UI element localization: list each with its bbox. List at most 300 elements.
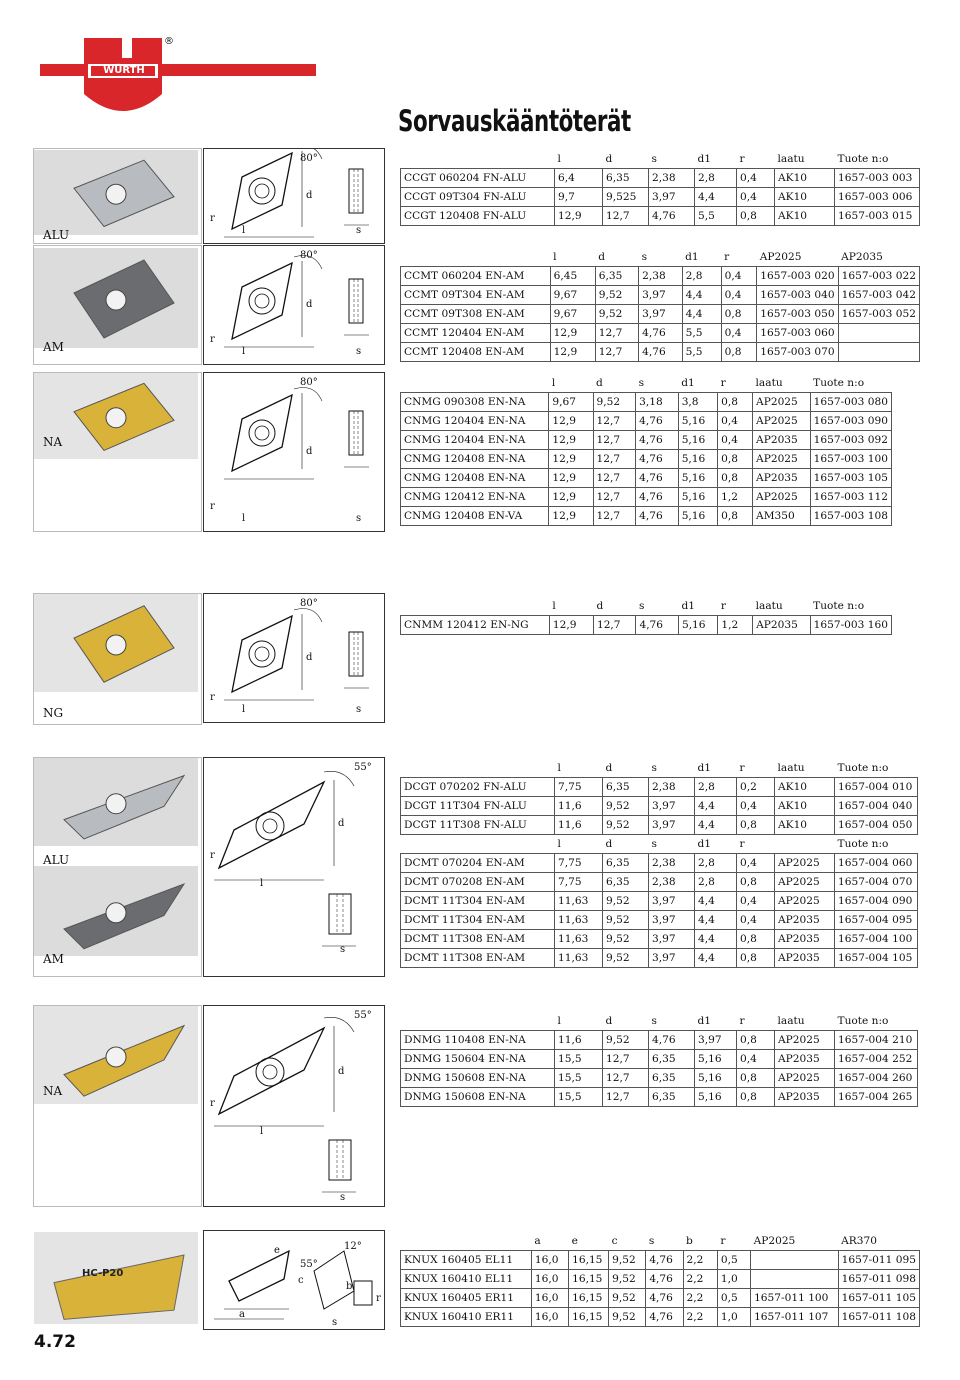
- table-cell: 1657-004 095: [835, 911, 918, 930]
- product-code-cell: KNUX 160410 EL11: [401, 1270, 532, 1289]
- column-header: d1: [678, 374, 717, 393]
- table-cell: 3,97: [639, 305, 682, 324]
- wurth-logo-mark: [40, 36, 330, 122]
- table-cell: AP2035: [775, 930, 835, 949]
- table-cell: 11,6: [555, 797, 603, 816]
- table-cell: 12,9: [549, 616, 593, 635]
- column-header: c: [609, 1232, 646, 1251]
- table-cell: 6,35: [649, 1050, 695, 1069]
- table-cell: AP2025: [775, 1069, 835, 1088]
- table-cell: AP2035: [753, 469, 811, 488]
- table-cell: 16,0: [531, 1270, 568, 1289]
- table-cell: 1657-004 265: [835, 1088, 918, 1107]
- table-cell: 11,63: [555, 892, 603, 911]
- column-header: l: [550, 248, 595, 267]
- product-code-cell: CNMG 120404 EN-NA: [401, 412, 549, 431]
- column-header: Tuote n:o: [810, 597, 891, 616]
- technical-drawing: [203, 372, 385, 532]
- product-code-cell: CNMG 090308 EN-NA: [401, 393, 549, 412]
- column-header: [401, 150, 555, 169]
- table-cell: 9,7: [555, 188, 603, 207]
- table-row: [401, 616, 892, 635]
- material-label: NA: [43, 1084, 63, 1098]
- table-cell: 12,9: [549, 450, 593, 469]
- insert-outline: [232, 616, 292, 692]
- drawing-label-r: r: [210, 850, 215, 861]
- column-header: [775, 835, 835, 854]
- drawing-label-d: d: [306, 446, 313, 457]
- drawing-label-e: e: [274, 1245, 280, 1256]
- column-header: laatu: [775, 150, 835, 169]
- insert-outline: [219, 1028, 324, 1114]
- product-code-cell: KNUX 160410 ER11: [401, 1308, 532, 1327]
- material-label: AM: [43, 340, 64, 354]
- spec-table: [400, 759, 918, 835]
- table-cell: 9,52: [603, 930, 649, 949]
- table-cell: 4,76: [636, 507, 679, 526]
- table-cell: 11,63: [555, 949, 603, 968]
- table-cell: 4,4: [695, 911, 737, 930]
- table-cell: 1657-003 020: [757, 267, 838, 286]
- column-header: l: [549, 374, 593, 393]
- table-cell: 16,15: [569, 1270, 609, 1289]
- product-code-cell: CCMT 060204 EN-AM: [401, 267, 551, 286]
- product-code-cell: CCMT 09T304 EN-AM: [401, 286, 551, 305]
- material-label: AM: [43, 952, 64, 966]
- column-header: laatu: [775, 759, 835, 778]
- table-row: [401, 949, 918, 968]
- table-row: [401, 1289, 920, 1308]
- table-cell: 5,16: [678, 412, 717, 431]
- table-cell: 0,4: [737, 854, 775, 873]
- table-cell: 4,4: [695, 188, 737, 207]
- table-row: [401, 507, 892, 526]
- drawing-label-s: s: [356, 513, 362, 524]
- drawing-label-l: l: [260, 878, 264, 889]
- table-cell: 1657-004 105: [835, 949, 918, 968]
- table-cell: 1657-011 107: [751, 1308, 839, 1327]
- table-cell: 1657-003 070: [757, 343, 838, 362]
- spec-table: [400, 1012, 918, 1107]
- table-cell: 1657-003 052: [838, 305, 919, 324]
- table-cell: 12,9: [549, 431, 593, 450]
- table-cell: 9,52: [609, 1308, 646, 1327]
- table-cell: 1657-003 022: [838, 267, 919, 286]
- table-row: [401, 797, 918, 816]
- product-code-cell: DCGT 11T308 FN-ALU: [401, 816, 555, 835]
- table-cell: 15,5: [555, 1088, 603, 1107]
- column-header: d: [593, 374, 636, 393]
- table-row: [401, 267, 920, 286]
- drawing-label-l: l: [242, 513, 246, 524]
- table-cell: 4,76: [646, 1270, 683, 1289]
- drawing-label-r: r: [210, 334, 215, 345]
- product-code-cell: KNUX 160405 ER11: [401, 1289, 532, 1308]
- drawing-label-r: r: [376, 1293, 381, 1304]
- table-row: [401, 778, 918, 797]
- table-cell: 1657-004 090: [835, 892, 918, 911]
- table-cell: 5,5: [682, 343, 721, 362]
- table-cell: 11,6: [555, 816, 603, 835]
- table-cell: 16,15: [569, 1251, 609, 1270]
- table-cell: 12,7: [603, 207, 649, 226]
- column-header: s: [636, 374, 679, 393]
- table-cell: 0,8: [737, 207, 775, 226]
- column-header: d: [603, 1012, 649, 1031]
- column-header: Tuote n:o: [835, 835, 918, 854]
- table-header-row: [401, 835, 918, 854]
- table-cell: 0,5: [717, 1251, 750, 1270]
- drawing-angle: 80°: [300, 598, 318, 609]
- table-cell: 0,4: [721, 267, 757, 286]
- table-cell: 1657-003 040: [757, 286, 838, 305]
- column-header: s: [639, 248, 682, 267]
- table-cell: 9,525: [603, 188, 649, 207]
- column-header: laatu: [775, 1012, 835, 1031]
- page-title: Sorvauskääntöterät: [398, 104, 631, 138]
- column-header: r: [718, 597, 753, 616]
- table-cell: 3,97: [649, 930, 695, 949]
- product-code-cell: DCGT 070202 FN-ALU: [401, 778, 555, 797]
- table-cell: 9,52: [609, 1270, 646, 1289]
- column-header: d: [603, 835, 649, 854]
- table-cell: 0,8: [737, 816, 775, 835]
- table-cell: 15,5: [555, 1050, 603, 1069]
- table-cell: [838, 343, 919, 362]
- table-cell: 0,4: [737, 169, 775, 188]
- table-cell: AK10: [775, 816, 835, 835]
- table-cell: 0,4: [737, 1050, 775, 1069]
- column-header: [401, 1232, 532, 1251]
- drawing-label-d: d: [306, 299, 313, 310]
- table-cell: 2,38: [649, 169, 695, 188]
- product-code-cell: DCMT 11T308 EN-AM: [401, 949, 555, 968]
- product-code-cell: DCGT 11T304 FN-ALU: [401, 797, 555, 816]
- table-cell: 6,35: [603, 873, 649, 892]
- table-row: [401, 169, 920, 188]
- technical-drawing: [203, 148, 385, 244]
- spec-table: [400, 374, 892, 526]
- table-row: [401, 1251, 920, 1270]
- column-header: s: [636, 597, 679, 616]
- column-header: AP2035: [838, 248, 919, 267]
- logo-wordmark: WÜRTH: [103, 65, 145, 76]
- table-cell: 3,97: [639, 286, 682, 305]
- table-cell: 0,4: [737, 188, 775, 207]
- table-cell: 1657-011 108: [838, 1308, 919, 1327]
- table-cell: AP2035: [753, 431, 811, 450]
- table-cell: 0,4: [718, 412, 753, 431]
- table-row: [401, 286, 920, 305]
- table-cell: 1657-003 060: [757, 324, 838, 343]
- column-header: [401, 248, 551, 267]
- table-cell: 9,67: [549, 393, 593, 412]
- table-cell: 9,52: [603, 797, 649, 816]
- column-header: s: [649, 1012, 695, 1031]
- column-header: d1: [695, 759, 737, 778]
- table-row: [401, 1069, 918, 1088]
- table-cell: AP2035: [753, 616, 811, 635]
- table-cell: AP2035: [775, 1050, 835, 1069]
- table-cell: 3,97: [649, 188, 695, 207]
- drawing-label-d: d: [306, 190, 313, 201]
- column-header: d: [595, 248, 638, 267]
- table-cell: 6,35: [649, 1069, 695, 1088]
- column-header: [401, 1012, 555, 1031]
- table-cell: [751, 1251, 839, 1270]
- material-label: NG: [43, 706, 64, 720]
- table-cell: 0,8: [718, 469, 753, 488]
- column-header: l: [549, 597, 593, 616]
- product-code-cell: CNMG 120408 EN-VA: [401, 507, 549, 526]
- insert-photo: [34, 248, 198, 348]
- table-cell: 4,76: [636, 412, 679, 431]
- column-header: r: [737, 835, 775, 854]
- drawing-label-l: l: [242, 225, 246, 236]
- column-header: [401, 835, 555, 854]
- table-cell: 4,4: [695, 949, 737, 968]
- table-cell: 12,9: [555, 207, 603, 226]
- insert-outline: [232, 153, 292, 229]
- table-cell: 1657-011 105: [838, 1289, 919, 1308]
- table-cell: 9,52: [609, 1251, 646, 1270]
- table-cell: AP2025: [753, 412, 811, 431]
- table-cell: 4,4: [695, 892, 737, 911]
- table-cell: 4,76: [636, 431, 679, 450]
- table-cell: 16,0: [531, 1289, 568, 1308]
- table-cell: 4,76: [646, 1251, 683, 1270]
- table-cell: 4,76: [649, 1031, 695, 1050]
- table-cell: 12,7: [603, 1050, 649, 1069]
- table-cell: 1657-004 050: [835, 816, 918, 835]
- table-row: [401, 188, 920, 207]
- insert-outline: [232, 395, 292, 471]
- table-cell: 9,52: [603, 911, 649, 930]
- drawing-label-r: r: [210, 213, 215, 224]
- table-cell: 2,2: [683, 1308, 717, 1327]
- table-cell: 4,76: [636, 488, 679, 507]
- table-cell: 4,76: [649, 207, 695, 226]
- table-cell: 3,97: [695, 1031, 737, 1050]
- table-cell: 12,7: [595, 343, 638, 362]
- table-cell: 1657-003 003: [835, 169, 920, 188]
- product-code-cell: DNMG 150608 EN-NA: [401, 1069, 555, 1088]
- table-cell: 1657-004 070: [835, 873, 918, 892]
- table-cell: 1657-004 010: [835, 778, 918, 797]
- column-header: l: [555, 1012, 603, 1031]
- table-cell: 12,9: [549, 469, 593, 488]
- table-header-row: [401, 1232, 920, 1251]
- column-header: Tuote n:o: [810, 374, 891, 393]
- table-cell: 9,52: [595, 286, 638, 305]
- table-cell: 5,5: [682, 324, 721, 343]
- column-header: a: [531, 1232, 568, 1251]
- table-row: [401, 930, 918, 949]
- table-cell: 11,6: [555, 1031, 603, 1050]
- table-cell: 0,8: [737, 949, 775, 968]
- technical-drawing: [203, 1005, 385, 1207]
- column-header: Tuote n:o: [835, 759, 918, 778]
- table-row: [401, 305, 920, 324]
- insert-photo: [34, 866, 198, 956]
- column-header: r: [718, 374, 753, 393]
- drawing-angle: 80°: [300, 377, 318, 388]
- table-cell: 1657-003 050: [757, 305, 838, 324]
- table-cell: 4,76: [639, 324, 682, 343]
- drawing-label-c: c: [298, 1275, 304, 1286]
- table-cell: 4,76: [636, 469, 679, 488]
- table-cell: 1657-004 040: [835, 797, 918, 816]
- table-cell: 1657-003 112: [810, 488, 891, 507]
- table-cell: 4,4: [695, 930, 737, 949]
- table-header-row: [401, 759, 918, 778]
- spec-table: [400, 1232, 920, 1327]
- table-cell: 1657-003 015: [835, 207, 920, 226]
- table-cell: 0,8: [721, 305, 757, 324]
- table-cell: 2,2: [683, 1270, 717, 1289]
- drawing-label-s: s: [332, 1317, 338, 1328]
- table-cell: 7,75: [555, 873, 603, 892]
- drawing-angle-55: 55°: [300, 1259, 318, 1270]
- table-cell: 16,15: [569, 1308, 609, 1327]
- product-code-cell: CNMG 120408 EN-NA: [401, 450, 549, 469]
- column-header: s: [646, 1232, 683, 1251]
- table-cell: 0,8: [737, 1088, 775, 1107]
- table-cell: AP2025: [775, 892, 835, 911]
- table-cell: 12,7: [593, 616, 636, 635]
- table-cell: 12,7: [593, 507, 636, 526]
- drawing-label-b: b: [346, 1281, 353, 1292]
- table-row: [401, 431, 892, 450]
- table-cell: 4,76: [646, 1308, 683, 1327]
- product-code-cell: DNMG 110408 EN-NA: [401, 1031, 555, 1050]
- column-header: e: [569, 1232, 609, 1251]
- table-cell: 2,8: [695, 854, 737, 873]
- table-cell: 6,35: [603, 778, 649, 797]
- table-cell: 4,4: [682, 286, 721, 305]
- table-cell: 12,7: [593, 412, 636, 431]
- column-header: d1: [682, 248, 721, 267]
- drawing-label-d: d: [306, 652, 313, 663]
- table-row: [401, 469, 892, 488]
- technical-drawing: [203, 593, 385, 723]
- table-cell: 5,16: [678, 431, 717, 450]
- table-cell: 4,76: [646, 1289, 683, 1308]
- table-cell: 0,8: [737, 873, 775, 892]
- table-cell: 12,9: [550, 324, 595, 343]
- table-cell: 0,8: [718, 450, 753, 469]
- table-cell: 1657-004 210: [835, 1031, 918, 1050]
- column-header: b: [683, 1232, 717, 1251]
- table-cell: 4,4: [695, 816, 737, 835]
- drawing-label-a: a: [239, 1309, 245, 1320]
- table-cell: 4,76: [636, 450, 679, 469]
- table-cell: 12,7: [603, 1069, 649, 1088]
- table-row: [401, 1308, 920, 1327]
- product-code-cell: CCMT 09T308 EN-AM: [401, 305, 551, 324]
- table-cell: AP2025: [753, 393, 811, 412]
- drawing-angle: 80°: [300, 153, 318, 164]
- table-cell: [751, 1270, 839, 1289]
- table-cell: 11,63: [555, 930, 603, 949]
- table-cell: 0,2: [737, 778, 775, 797]
- table-cell: 12,7: [595, 324, 638, 343]
- table-cell: 9,52: [603, 892, 649, 911]
- drawing-label-l: l: [260, 1126, 264, 1137]
- table-cell: 2,8: [695, 169, 737, 188]
- table-cell: 1657-011 095: [838, 1251, 919, 1270]
- table-cell: 2,38: [649, 778, 695, 797]
- table-cell: 0,4: [737, 797, 775, 816]
- insert-outline: [229, 1251, 289, 1301]
- table-row: [401, 911, 918, 930]
- drawing-label-s: s: [356, 346, 362, 357]
- table-cell: 6,35: [603, 169, 649, 188]
- table-cell: 5,16: [678, 507, 717, 526]
- table-cell: 5,16: [695, 1088, 737, 1107]
- table-cell: 9,67: [550, 286, 595, 305]
- table-row: [401, 412, 892, 431]
- drawing-label-r: r: [210, 1098, 215, 1109]
- material-label: NA: [43, 435, 63, 449]
- table-cell: AP2025: [775, 1031, 835, 1050]
- table-cell: AM350: [753, 507, 811, 526]
- product-code-cell: CNMG 120408 EN-NA: [401, 469, 549, 488]
- insert-photo: [34, 1232, 198, 1324]
- column-header: d1: [695, 1012, 737, 1031]
- technical-drawing: [203, 1230, 385, 1330]
- table-cell: 3,8: [678, 393, 717, 412]
- table-cell: 5,16: [695, 1050, 737, 1069]
- table-cell: 4,4: [682, 305, 721, 324]
- product-code-cell: DNMG 150608 EN-NA: [401, 1088, 555, 1107]
- table-cell: 1657-004 100: [835, 930, 918, 949]
- insert-photo-shape: [34, 594, 198, 692]
- column-header: AR370: [838, 1232, 919, 1251]
- table-cell: 0,4: [737, 911, 775, 930]
- spec-table: [400, 150, 920, 226]
- table-cell: 9,52: [595, 305, 638, 324]
- table-cell: 5,5: [695, 207, 737, 226]
- table-cell: 1657-003 108: [810, 507, 891, 526]
- table-cell: 1,2: [718, 488, 753, 507]
- table-cell: 1657-004 252: [835, 1050, 918, 1069]
- table-cell: 16,15: [569, 1289, 609, 1308]
- table-cell: 5,16: [678, 488, 717, 507]
- table-cell: 1657-011 098: [838, 1270, 919, 1289]
- table-cell: AP2035: [775, 911, 835, 930]
- table-cell: 7,75: [555, 854, 603, 873]
- table-cell: 9,52: [609, 1289, 646, 1308]
- technical-drawing: [203, 245, 385, 365]
- table-cell: 12,7: [593, 469, 636, 488]
- table-cell: 1657-004 060: [835, 854, 918, 873]
- spec-table: [400, 248, 920, 362]
- table-row: [401, 1050, 918, 1069]
- drawing-label-s: s: [356, 704, 362, 715]
- table-cell: 5,16: [678, 469, 717, 488]
- table-cell: 9,52: [603, 949, 649, 968]
- table-header-row: [401, 248, 920, 267]
- column-header: Tuote n:o: [835, 150, 920, 169]
- column-header: l: [555, 835, 603, 854]
- table-header-row: [401, 374, 892, 393]
- table-row: [401, 892, 918, 911]
- table-cell: 6,35: [595, 267, 638, 286]
- table-cell: AP2025: [753, 488, 811, 507]
- product-code-cell: DCMT 070208 EN-AM: [401, 873, 555, 892]
- insert-outline: [219, 782, 324, 868]
